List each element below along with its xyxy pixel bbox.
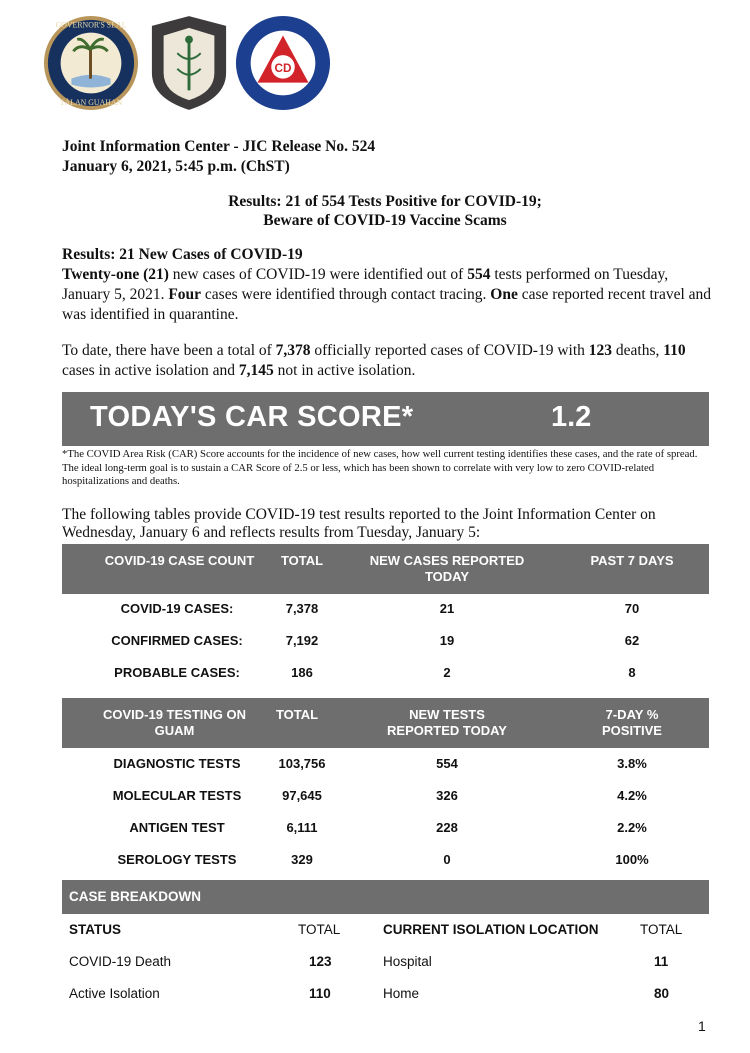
case-breakdown-title: CASE BREAKDOWN — [69, 889, 202, 904]
new-cases-paragraph: Twenty-one (21) new cases of COVID-19 were identified out of 554 tests performed on Tuesday, January 5, 2021. Four cases were identified through contact tracing. One case reported recent travel and was identified in quarantine. — [62, 266, 712, 323]
cd-letters: CD — [274, 61, 292, 75]
testing-cell: 228 — [436, 820, 458, 835]
case-count-cell: PROBABLE CASES: — [114, 665, 240, 680]
case-count-cell: 70 — [624, 601, 640, 616]
testing-cell: 6,111 — [286, 820, 318, 835]
location-home-total: 80 — [654, 986, 670, 1001]
testing-cell: 326 — [436, 788, 458, 803]
svg-text:GOVERNOR'S SEAL: GOVERNOR'S SEAL — [55, 20, 127, 30]
testing-row — [62, 756, 709, 776]
testing-row — [62, 788, 709, 808]
header-new-tests: NEW TESTS REPORTED TODAY — [387, 707, 507, 738]
testing-cell: DIAGNOSTIC TESTS — [113, 756, 241, 771]
totals-paragraph: To date, there have been a total of 7,378 officially reported cases of COVID-19 with 123 deaths, 110 cases in active isolation and 7,145 not in active isolation. — [62, 342, 686, 379]
case-count-cell: 8 — [628, 665, 636, 680]
testing-cell: ANTIGEN TEST — [129, 820, 225, 835]
status-header: STATUS — [69, 922, 121, 937]
testing-cell: 0 — [443, 852, 451, 867]
case-count-cell: 186 — [291, 665, 313, 680]
header-test-total: TOTAL — [275, 707, 319, 722]
location-hospital-label: Hospital — [383, 954, 432, 969]
testing-cell: 554 — [436, 756, 458, 771]
status-active-label: Active Isolation — [69, 986, 160, 1001]
case-count-cell: 2 — [443, 665, 451, 680]
tables-intro: The following tables provide COVID-19 test results reported to the Joint Information Center on Wednesday, January 6 and reflects results from Tuesday, January 5: — [62, 506, 656, 541]
civil-defense-seal-logo — [234, 14, 332, 112]
testing-cell: 97,645 — [282, 788, 322, 803]
case-count-row — [62, 633, 709, 653]
testing-header — [62, 698, 709, 748]
case-count-cell: 7,378 — [285, 601, 319, 616]
case-count-cell: 62 — [624, 633, 640, 648]
status-death-total: 123 — [309, 954, 332, 969]
testing-cell: MOLECULAR TESTS — [112, 788, 242, 803]
testing-cell: 329 — [291, 852, 313, 867]
header-testing: COVID-19 TESTING ON GUAM — [102, 707, 247, 738]
testing-cell: 100% — [615, 852, 649, 867]
status-active-total: 110 — [309, 986, 331, 1001]
header-past-7-days: PAST 7 DAYS — [590, 553, 674, 568]
case-breakdown-header — [62, 880, 709, 914]
case-count-cell: COVID-19 CASES: — [120, 601, 234, 616]
governor-seal-logo — [42, 14, 140, 112]
car-score-label: TODAY'S CAR SCORE* — [90, 401, 414, 433]
case-count-row — [62, 601, 709, 621]
car-score-value: 1.2 — [551, 401, 592, 433]
testing-cell: 3.8% — [617, 756, 647, 771]
headline-line-2: Beware of COVID-19 Vaccine Scams — [263, 212, 507, 229]
page-number: 1 — [698, 1018, 706, 1034]
public-health-seal-logo — [148, 14, 230, 112]
header-new-cases: NEW CASES REPORTED TODAY — [369, 553, 525, 584]
headline-line-1: Results: 21 of 554 Tests Positive for COVID-19; — [228, 193, 542, 210]
case-count-cell: CONFIRMED CASES: — [111, 633, 243, 648]
location-home-label: Home — [383, 986, 420, 1001]
location-hospital-total: 11 — [654, 954, 669, 969]
header-total: TOTAL — [280, 553, 324, 568]
testing-row — [62, 852, 709, 872]
svg-text:TÅLAN GUAHAN: TÅLAN GUAHAN — [59, 98, 123, 108]
car-score-banner — [62, 392, 709, 446]
testing-cell: 4.2% — [617, 788, 647, 803]
case-count-cell: 19 — [439, 633, 455, 648]
car-footnote: *The COVID Area Risk (CAR) Score accounts for the incidence of new cases, how well current testing identifies these cases, and the rate of spread. The ideal long-term goal is to sustain a CAR Score of 2.5 or less, which has been shown to correlate with very low to zero COVID-related hospitalizations and deaths. — [62, 448, 698, 487]
testing-cell: 103,756 — [278, 756, 326, 771]
header-case-count: COVID-19 CASE COUNT — [104, 553, 255, 568]
status-total-header: TOTAL — [298, 922, 341, 937]
testing-row — [62, 820, 709, 840]
release-number: Joint Information Center - JIC Release No. 524 — [62, 138, 376, 155]
case-count-row — [62, 665, 709, 685]
case-count-cell: 21 — [439, 601, 455, 616]
location-header: CURRENT ISOLATION LOCATION — [383, 922, 599, 937]
section-heading: Results: 21 New Cases of COVID-19 — [62, 246, 303, 263]
testing-cell: SEROLOGY TESTS — [117, 852, 237, 867]
header-7day-positive: 7-DAY % POSITIVE — [602, 707, 662, 738]
location-total-header: TOTAL — [640, 922, 683, 937]
release-date: January 6, 2021, 5:45 p.m. (ChST) — [62, 158, 290, 175]
status-death-label: COVID-19 Death — [69, 954, 172, 969]
case-count-cell: 7,192 — [285, 633, 319, 648]
testing-cell: 2.2% — [617, 820, 647, 835]
case-count-header — [62, 544, 709, 594]
